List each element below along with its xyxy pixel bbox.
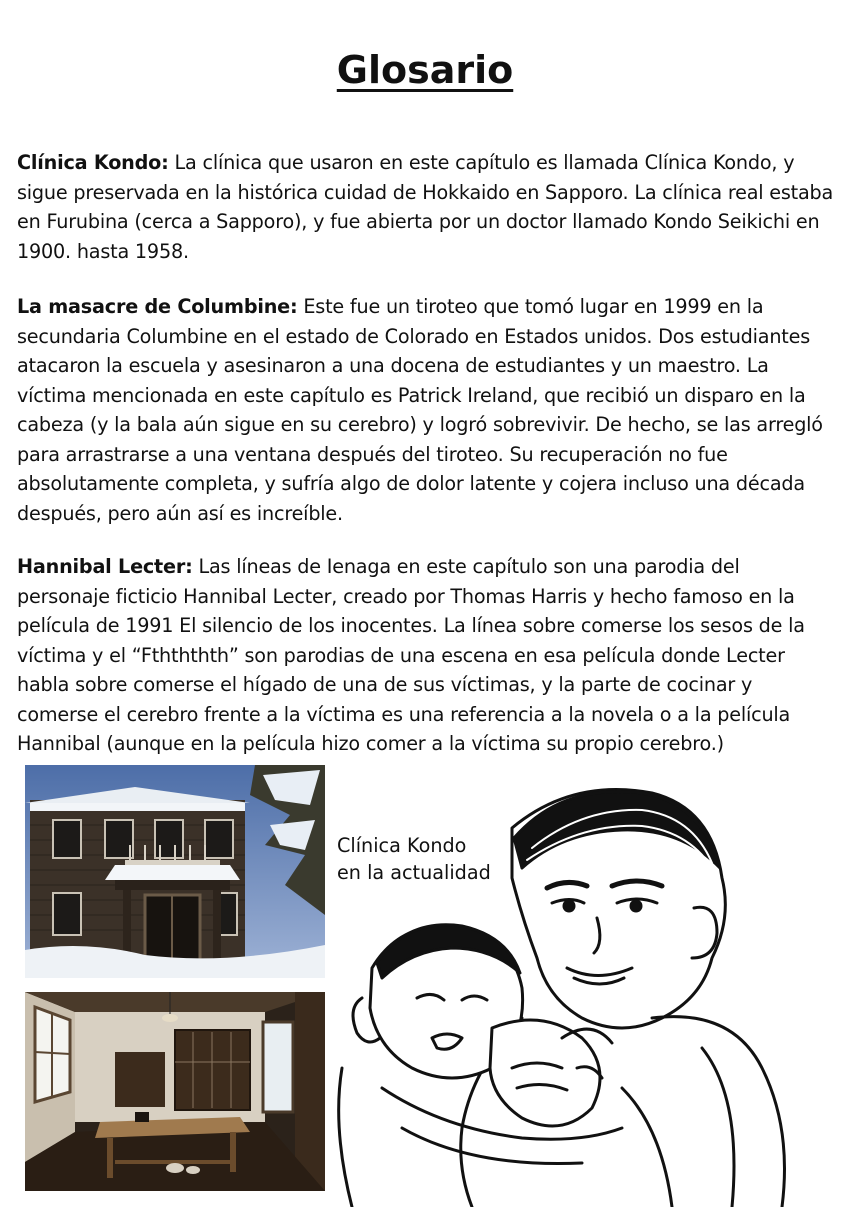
clinic-exterior-illustration: [25, 765, 325, 978]
caption-line: en la actualidad: [337, 861, 491, 884]
manga-characters-drawing: [322, 768, 850, 1207]
entry-text: Este fue un tiroteo que tomó lugar en 1999 en la secundaria Columbine en el estado de Colorado en Estados unidos. Dos estudiantes atacaron la escuela y asesinaron a una docena de estudiantes y un maestro. La víctima mencionada en este capítulo es Patrick Ireland, que recibió un disparo en la cabeza (y la bala aún sigue en su cerebro) y logró sobrevivir. De hecho, se las arregló para arrastrarse a una ventana después del tiroteo. Su recuperación no fue absolutamente completa, y sufría algo de dolor latente y cojera incluso una década después, pero aún así es increíble.: [17, 295, 823, 525]
clinic-exterior-photo: [25, 765, 325, 978]
clinic-interior-illustration: [25, 992, 325, 1191]
page-title: Glosario: [336, 48, 514, 92]
entry-text: La clínica que usaron en este capítulo es llamada Clínica Kondo, y sigue preservada en la histórica cuidad de Hokkaido en Sapporo. La clínica real estaba en Furubina (cerca a Sapporo), y fue abierta por un doctor llamado Kondo Seikichi en 1900. hasta 1958.: [17, 151, 834, 263]
manga-illustration: [322, 768, 850, 1207]
entry-term: Hannibal Lecter:: [17, 555, 193, 578]
glossary-entry-clinica-kondo: [17, 148, 837, 266]
clinic-interior-photo: [25, 992, 325, 1191]
entry-term: La masacre de Columbine:: [17, 295, 298, 318]
caption-line: Clínica Kondo: [337, 834, 467, 857]
glossary-entry-hannibal-lecter: [17, 552, 837, 759]
entry-text: Las líneas de Ienaga en este capítulo son una parodia del personaje ficticio Hannibal Lecter, creado por Thomas Harris y hecho famoso en la película de 1991 El silencio de los inocentes. La línea sobre comerse los sesos de la víctima y el “Fthththth” son parodias de una escena en esa película donde Lecter habla sobre comerse el hígado de una de sus víctimas, y la parte de cocinar y comerse el cerebro frente a la víctima es una referencia a la novela o a la película Hannibal (aunque en la película hizo comer a la víctima su propio cerebro.): [17, 555, 805, 755]
glossary-entry-columbine: [17, 292, 837, 528]
entry-term: Clínica Kondo:: [17, 151, 169, 174]
